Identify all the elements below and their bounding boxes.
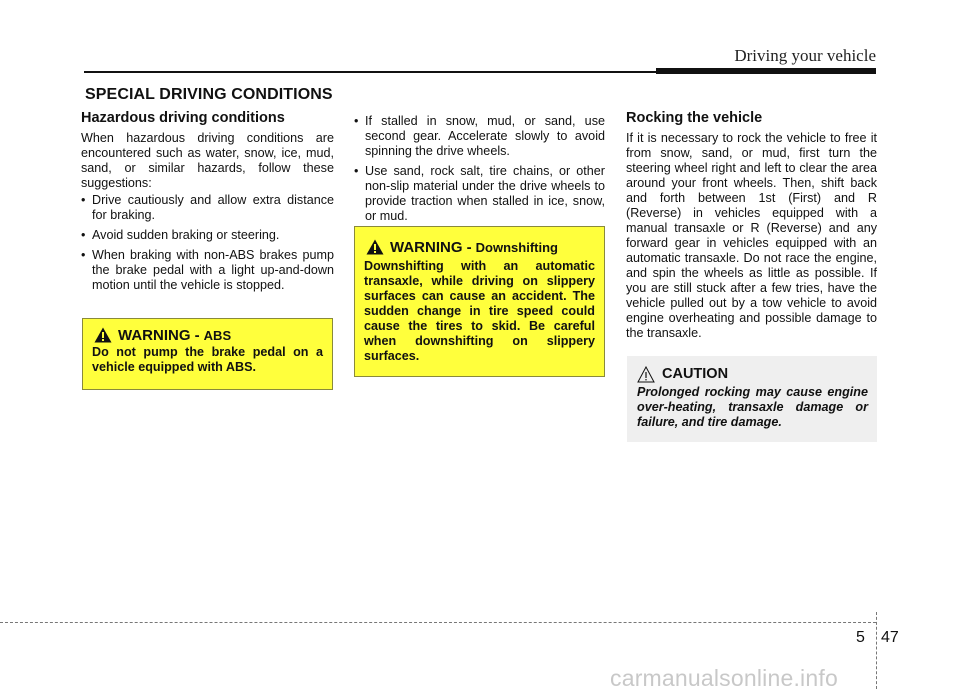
header-rule xyxy=(84,71,656,73)
column-right xyxy=(626,111,877,341)
warning-downshifting-box xyxy=(354,226,605,377)
warning-abs-body: Do not pump the brake pedal on a vehicle equipped with ABS. xyxy=(92,345,323,374)
watermark: carmanualsonline.info xyxy=(610,665,838,691)
section-title: SPECIAL DRIVING CONDITIONS xyxy=(85,86,333,103)
warning-subtitle: Downshifting xyxy=(475,239,558,255)
warning-downshifting-body: Downshifting with an automatic transaxle, while driving on slippery surfaces can cause an accident. The sudden change in tire speed could cause the tires to skid. Be careful when downshifting on slippery surfaces. xyxy=(364,259,595,363)
caution-label: CAUTION xyxy=(662,366,729,382)
list-item: • Drive cautiously and allow extra distance for braking. xyxy=(81,193,334,223)
chapter-title: Driving your vehicle xyxy=(734,46,876,65)
warning-abs-box xyxy=(82,318,333,390)
hazardous-intro: When hazardous driving conditions are encountered such as water, snow, ice, mud, sand, or similar hazards, follow these suggestions: xyxy=(81,131,334,190)
list-item: • Use sand, rock salt, tire chains, or other non-slip material under the drive wheels to provide traction when stalled in ice, snow, or mud. xyxy=(354,164,605,224)
footer-rule xyxy=(0,622,876,623)
warning-subtitle: ABS xyxy=(203,327,232,343)
footer-divider xyxy=(876,612,877,689)
warning-triangle-icon xyxy=(94,327,112,343)
caution-title xyxy=(637,366,868,383)
stalled-list xyxy=(354,114,605,224)
rocking-body: If it is necessary to rock the vehicle to free it from snow, sand, or mud, first turn the steering wheel right and left to clear the area around your front wheels. Then, shift back and forth between 1st (First) and R (Reverse) in vehicles equipped with a manual transaxle or R (Reverse) and any forward gear in vehicles equipped with an automatic transaxle. Do not race the engine, and spin the wheels as little as possible. If you are still stuck after a few tries, have the vehicle pulled out by a tow vehicle to avoid engine overheating and possible damage to the transaxle. xyxy=(626,131,877,340)
warning-downshifting-title xyxy=(364,239,595,255)
warning-abs-title xyxy=(92,327,323,343)
caution-triangle-icon xyxy=(637,366,655,383)
warning-triangle-icon xyxy=(366,239,384,255)
column-middle xyxy=(354,112,605,229)
hazardous-list xyxy=(81,193,334,293)
warning-label: WARNING - xyxy=(390,238,472,256)
column-left xyxy=(81,111,334,298)
hazardous-heading: Hazardous driving conditions xyxy=(81,110,285,126)
header-bar xyxy=(656,68,876,74)
chapter-number: 5 xyxy=(856,629,865,646)
list-item: • If stalled in snow, mud, or sand, use second gear. Accelerate slowly to avoid spinning the drive wheels. xyxy=(354,114,605,159)
list-item: • Avoid sudden braking or steering. xyxy=(81,228,334,243)
list-item: • When braking with non-ABS brakes pump the brake pedal with a light up-and-down motion until the vehicle is stopped. xyxy=(81,248,334,293)
page-number: 47 xyxy=(881,629,899,646)
rocking-heading: Rocking the vehicle xyxy=(626,110,763,126)
caution-box xyxy=(627,356,877,442)
warning-label: WARNING - xyxy=(118,326,200,344)
caution-body: Prolonged rocking may cause engine over-heating, transaxle damage or failure, and tire damage. xyxy=(637,385,868,429)
